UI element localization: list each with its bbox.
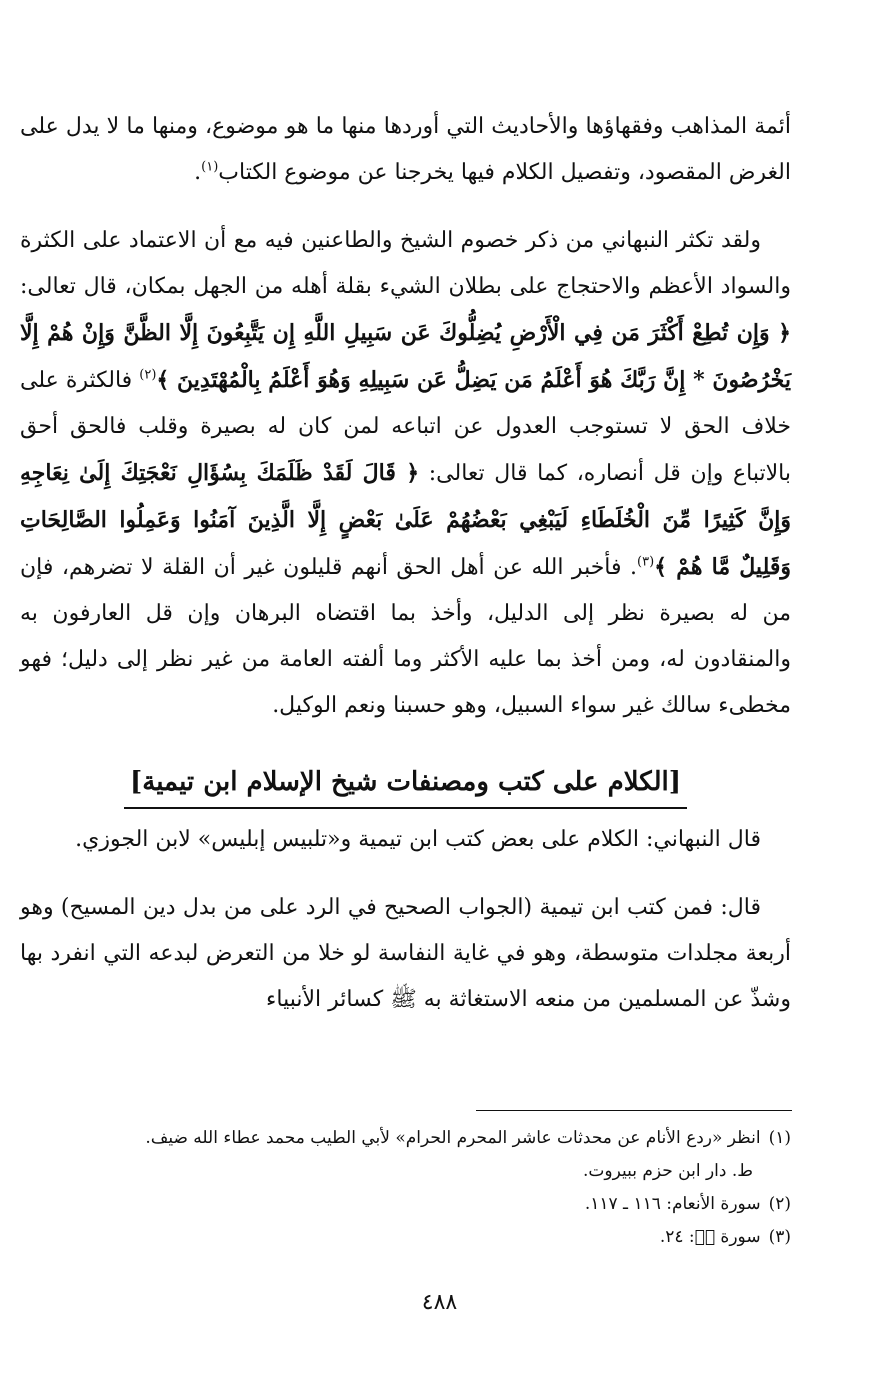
footnote-number: (٣) xyxy=(768,1227,791,1247)
section-heading-wrap xyxy=(20,761,791,809)
page-body xyxy=(20,104,791,1023)
footnote-ref-2: (٢) xyxy=(139,367,157,383)
footnote-text: انظر «ردع الأنام عن محدثات عاشر المحرم الحرام» لأبي الطيب محمد عطاء الله ضيف. xyxy=(145,1128,761,1148)
section-heading: [الكلام على كتب ومصنفات شيخ الإسلام ابن تيمية] xyxy=(124,761,687,809)
paragraph-2: ولقد تكثر النبهاني من ذكر خصوم الشيخ والطاعنين فيه مع أن الاعتماد على الكثرة والسواد الأعظم والاحتجاج على بطلان الشيء بقلة أهله من الجهل بمكان، قال تعالى: ﴿ وَإِن تُطِعْ أَكْثَرَ مَن فِي الْأَرْضِ يُضِلُّوكَ عَن سَبِيلِ اللَّهِ إِن يَتَّبِعُونَ إِلَّا الظَّنَّ وَإِنْ هُمْ إِلَّا يَخْرُصُونَ * إِنَّ رَبَّكَ هُوَ أَعْلَمُ مَن يَضِلُّ عَن سَبِيلِهِ وَهُوَ أَعْلَمُ بِالْمُهْتَدِينَ ﴾$^{(٢)}$ فالكثرة على خلاف الحق لا تستوجب العدول عن اتباعه لمن كان له بصيرة وقلب فالحق أحق بالاتباع وإن قل أنصاره، كما قال تعالى: ﴿ قَالَ لَقَدْ ظَلَمَكَ بِسُؤَالِ نَعْجَتِكَ إِلَىٰ نِعَاجِهِ وَإِنَّ كَثِيرًا مِّنَ الْخُلَطَاءِ لَيَبْغِي بَعْضُهُمْ عَلَىٰ بَعْضٍ إِلَّا الَّذِينَ آمَنُوا وَعَمِلُوا الصَّالِحَاتِ وَقَلِيلٌ مَّا هُمْ ﴾$^{(٣)}$. فأخبر الله عن أهل الحق أنهم قليلون غير أن القلة لا تضرهم، فإن من له بصيرة نظر إلى الدليل، وأخذ بما اقتضاه البرهان وإن قل العارفون به والمنقادون له، ومن أخذ بما عليه الأكثر وما ألفته العامة من غير نظر إلى دليل؛ فهو مخطىء سالك غير سواء السبيل، وهو حسبنا ونعم الوكيل. xyxy=(20,228,791,718)
footnote-divider xyxy=(476,1110,792,1111)
page-number: ٤٨٨ xyxy=(421,1290,458,1315)
paragraph-4: قال: فمن كتب ابن تيمية (الجواب الصحيح في الرد على من بدل دين المسيح) وهو أربعة مجلدات متوسطة، وهو في غاية النفاسة لو خلا من التعرض لبدعه التي انفرد بها وشذّ عن المسلمين من منعه الاستغاثة به ﷺ كسائر الأنبياء xyxy=(20,895,791,1012)
quran-verse-1: ﴿ وَإِن تُطِعْ أَكْثَرَ مَن فِي الْأَرْضِ يُضِلُّوكَ عَن سَبِيلِ اللَّهِ إِن يَتَّبِعُونَ إِلَّا الظَّنَّ وَإِنْ هُمْ إِلَّا يَخْرُصُونَ * إِنَّ رَبَّكَ هُوَ أَعْلَمُ مَن يَضِلُّ عَن سَبِيلِهِ وَهُوَ أَعْلَمُ بِالْمُهْتَدِينَ ﴾ xyxy=(20,320,791,393)
footnotes xyxy=(20,1122,791,1254)
paragraph-3: قال النبهاني: الكلام على بعض كتب ابن تيمية و«تلبيس إبليس» لابن الجوزي. xyxy=(75,827,761,852)
footnote-ref-3: (٣) xyxy=(637,554,655,570)
footnote-number: (٢) xyxy=(768,1194,791,1214)
quran-verse-2: ﴿ قَالَ لَقَدْ ظَلَمَكَ بِسُؤَالِ نَعْجَتِكَ إِلَىٰ نِعَاجِهِ وَإِنَّ كَثِيرًا مِّنَ الْخُلَطَاءِ لَيَبْغِي بَعْضُهُمْ عَلَىٰ بَعْضٍ إِلَّا الَّذِينَ آمَنُوا وَعَمِلُوا الصَّالِحَاتِ وَقَلِيلٌ مَّا هُمْ ﴾ xyxy=(20,460,791,580)
footnote-ref-1: (١) xyxy=(201,159,219,175)
footnote-1 xyxy=(20,1122,791,1155)
footnote-3 xyxy=(20,1221,791,1254)
footnote-2 xyxy=(20,1188,791,1221)
footnote-number: (١) xyxy=(768,1128,791,1148)
footnote-text: سورة الأنعام: ١١٦ ـ ١١٧. xyxy=(584,1194,761,1214)
footnote-text: سورة صۤ: ٢٤. xyxy=(659,1227,761,1247)
paragraph-1: أئمة المذاهب وفقهاؤها والأحاديث التي أوردها منها ما هو موضوع، ومنها ما لا يدل على الغرض المقصود، وتفصيل الكلام فيها يخرجنا عن موضوع الكتاب$^{(١)}$. xyxy=(20,114,791,185)
footnote-1-continuation: ط. دار ابن حزم ببيروت. xyxy=(582,1161,753,1181)
